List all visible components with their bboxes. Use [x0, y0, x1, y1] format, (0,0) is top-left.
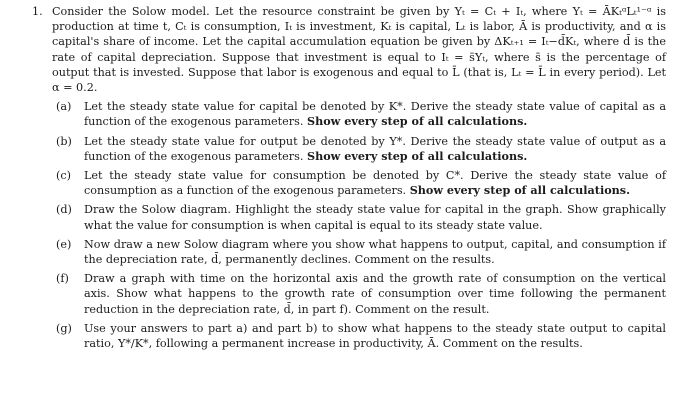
- part-question: Draw a graph with time on the horizontal axis and the growth rate of consumption on the vertical axis. Show what happens to the growth rate of consumption over time following the permanent reduction in the depreciation rate, d̄, in part f). Comment on the result.: [84, 272, 666, 316]
- part-question: Draw the Solow diagram. Highlight the steady state value for capital in the graph. Show graphically what the value for consumption is when capital is equal to its steady state value.: [84, 203, 666, 232]
- part-f: [56, 271, 666, 317]
- part-text: [84, 237, 666, 267]
- part-question: Now draw a new Solow diagram where you show what happens to output, capital, and consumption if the depreciation rate, d̄, permanently declines. Comment on the results.: [84, 237, 666, 267]
- parts-list: [52, 99, 666, 351]
- part-label: (c): [56, 169, 71, 183]
- part-emphasis: Show every step of all calculations.: [307, 148, 528, 163]
- part-question: Let the steady state value for consumption be denoted by C*. Derive the steady state value of consumption as a function of the exogenous parameters.: [84, 169, 666, 198]
- part-text: [84, 321, 666, 351]
- part-emphasis: Show every step of all calculations.: [409, 183, 630, 198]
- part-label: (d): [56, 203, 72, 217]
- part-text: [84, 168, 666, 198]
- part-label: (g): [56, 321, 72, 335]
- problem-body: [52, 4, 666, 355]
- part-question: Use your answers to part a) and part b) to show what happens to the steady state output to capital ratio, Y*/K*, following a permanent increase in productivity, Ā. Comment on the results.: [84, 321, 666, 351]
- part-label: (b): [56, 134, 72, 148]
- part-question: Let the steady state value for output be denoted by Y*. Derive the steady state value of output as a function of the exogenous parameters.: [84, 134, 666, 163]
- part-b: [56, 134, 666, 164]
- part-emphasis: Show every step of all calculations.: [307, 114, 528, 129]
- part-text: [84, 202, 666, 232]
- part-text: [84, 134, 666, 164]
- part-question: Let the steady state value for capital be denoted by K*. Derive the steady state value of capital as a function of the exogenous parameters.: [84, 100, 666, 129]
- part-c: [56, 168, 666, 198]
- part-label: (e): [56, 237, 72, 251]
- part-label: (f): [56, 272, 69, 286]
- part-a: [56, 99, 666, 129]
- part-label: (a): [56, 100, 72, 114]
- problem-intro: Consider the Solow model. Let the resource constraint be given by Yₜ = Cₜ + Iₜ, where Yₜ = ĀKₜᵅLₜ¹⁻ᵅ is production at time t, Cₜ is consumption, Iₜ is investment, Kₜ is capital, Lₜ is labor, Ā is productivity, and α is capital's share of income. Let the capital accumulation equation be given by ΔKₜ₊₁ = Iₜ−d̄Kₜ, where d̄ is the rate of capital depreciation. Suppose that investment is equal to Iₜ = s̄Yₜ, where s̄ is the percentage of output that is invested. Suppose that labor is exogenous and equal to L̄ (that is, Lₜ = L̄ in every period). Let α = 0.2.: [52, 5, 666, 95]
- problem-1: [32, 4, 666, 355]
- problem-number: 1.: [32, 5, 43, 18]
- part-d: [56, 202, 666, 232]
- part-g: [56, 321, 666, 351]
- part-e: [56, 237, 666, 267]
- part-text: [84, 271, 666, 317]
- part-text: [84, 99, 666, 129]
